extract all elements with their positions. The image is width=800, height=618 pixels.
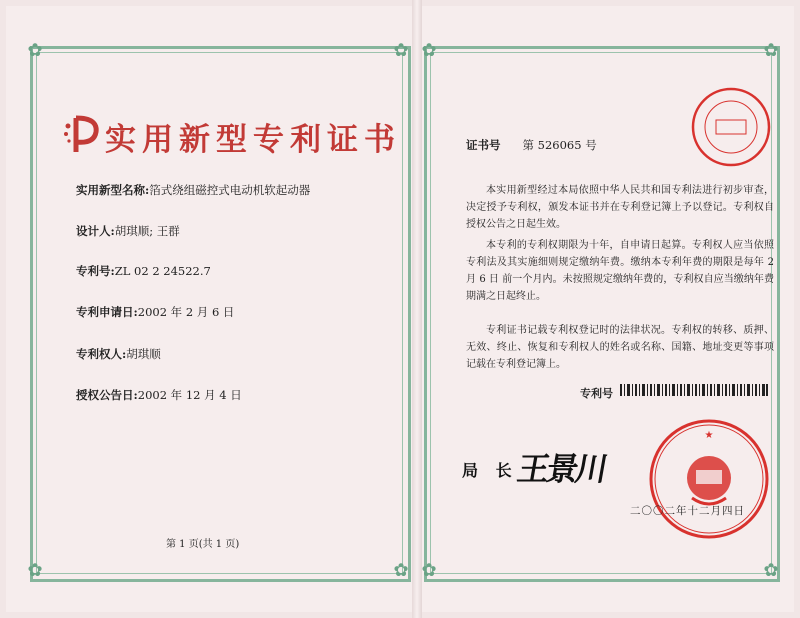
certificate-title: 实用新型专利证书 [105, 122, 401, 158]
barcode-icon [620, 384, 768, 396]
issue-date: 二〇〇二年十二月四日 [630, 505, 745, 517]
corner-ornament-icon: ✿ [393, 560, 409, 581]
page-footer: 第 1 页(共 1 页) [166, 539, 240, 550]
certificate-number [466, 137, 597, 153]
svg-text:★: ★ [704, 430, 714, 441]
agency-seal-icon [690, 86, 772, 168]
corner-ornament-icon: ✿ [421, 560, 437, 581]
paragraph-legal-status: 专利证书记载专利权登记时的法律状况。专利权的转移、质押、无效、终止、恢复和专利权人的姓名或名称、国籍、地址变更等事项记载在专利登记簿上。 [466, 325, 774, 370]
field-patentee [76, 346, 161, 362]
paragraph-grant: 本实用新型经过本局依照中华人民共和国专利法进行初步审查，决定授予专利权，颁发本证书并在专利登记簿上予以登记。专利权自授权公告之日起生效。 [466, 185, 774, 230]
field-value: 2002 年 2 月 6 日 [137, 305, 235, 319]
corner-ornament-icon: ✿ [763, 40, 779, 61]
field-value: ZL 02 2 24522.7 [114, 264, 211, 278]
field-application-date [76, 304, 234, 320]
corner-ornament-icon: ✿ [27, 40, 43, 61]
field-label: 专利申请日: [76, 305, 138, 319]
field-value: 箔式绕组磁控式电动机软起动器 [149, 183, 311, 197]
field-label: 专利号: [76, 264, 115, 278]
paragraph-term: 本专利的专利权期限为十年，自申请日起算。专利权人应当依照专利法及其实施细则规定缴纳年费。缴纳本专利年费的期限是每年 2 月 6 日 前一个月内。未按照规定缴纳年费的，专利权自应当缴纳年费期满之日起终止。 [466, 240, 774, 302]
field-label: 设计人: [76, 224, 115, 238]
official-seal-icon [648, 418, 770, 540]
page-fold [412, 0, 422, 618]
field-label: 实用新型名称: [76, 183, 150, 197]
field-label: 授权公告日: [76, 388, 138, 402]
field-value: 胡琪顺; 王群 [114, 224, 180, 238]
patent-office-logo-icon [62, 112, 102, 156]
corner-ornament-icon: ✿ [393, 40, 409, 61]
field-value: 2002 年 12 月 4 日 [137, 388, 242, 402]
cert-no-value: 第 526065 号 [522, 138, 597, 152]
field-label: 专利权人: [76, 347, 127, 361]
patent-number-label: 专利号 [580, 387, 613, 400]
field-designer [76, 223, 180, 239]
corner-ornament-icon: ✿ [421, 40, 437, 61]
director-signature: 王景川 [514, 450, 609, 488]
field-patent-number [76, 263, 211, 279]
field-utility-name [76, 182, 310, 198]
cert-no-label: 证书号 [466, 138, 501, 152]
corner-ornament-icon: ✿ [27, 560, 43, 581]
field-value: 胡琪顺 [126, 347, 161, 361]
field-grant-date [76, 387, 242, 403]
corner-ornament-icon: ✿ [763, 560, 779, 581]
director-label: 局 长 [462, 461, 518, 480]
